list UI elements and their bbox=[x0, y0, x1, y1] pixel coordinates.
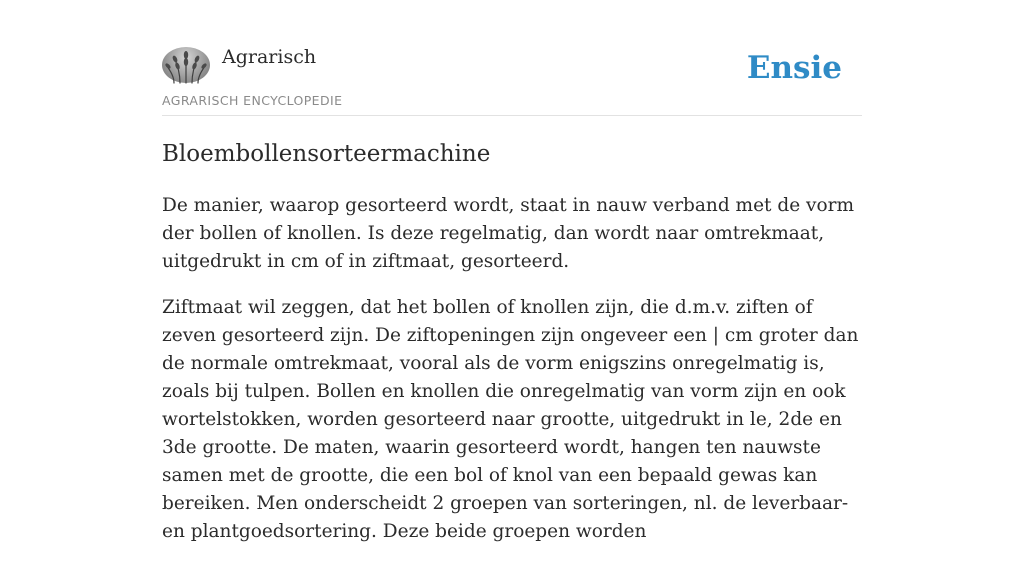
article-paragraph: Ziftmaat wil zeggen, dat het bollen of knollen zijn, die d.m.v. ziften of zeven gesorteerd zijn. De ziftopeningen zijn ongeveer een | cm groter dan de normale omtrekmaat, vooral als de vorm enigszins onregelmatig is, zoals bij tulpen. Bollen en knollen die onregelmatig van vorm zijn en ook wortelstokken, worden gesorteerd naar grootte, uitgedrukt in le, 2de en 3de grootte. De maten, waarin gesorteerd wordt, hangen ten nauwste samen met de grootte, die een bol of knol van een bepaald gewas kan bereiken. Men onderscheidt 2 groepen van sorteringen, nl. de leverbaar- en plantgoedsortering. Deze beide groepen worden bbox=[162, 297, 859, 542]
site-name-link[interactable]: Agrarisch bbox=[222, 46, 317, 68]
brand-logo-link[interactable]: Ensie bbox=[746, 50, 842, 86]
site-subtitle: AGRARISCH ENCYCLOPEDIE bbox=[162, 93, 343, 108]
article bbox=[162, 138, 862, 564]
article-title: Bloembollensorteermachine bbox=[162, 141, 491, 167]
site-header bbox=[162, 44, 862, 116]
wheat-logo-icon[interactable] bbox=[162, 47, 210, 83]
article-paragraph: De manier, waarop gesorteerd wordt, staat in nauw verband met de vorm der bollen of knollen. Is deze regelmatig, dan wordt naar omtrekmaat, uitgedrukt in cm of in ziftmaat, gesorteerd. bbox=[162, 195, 854, 272]
